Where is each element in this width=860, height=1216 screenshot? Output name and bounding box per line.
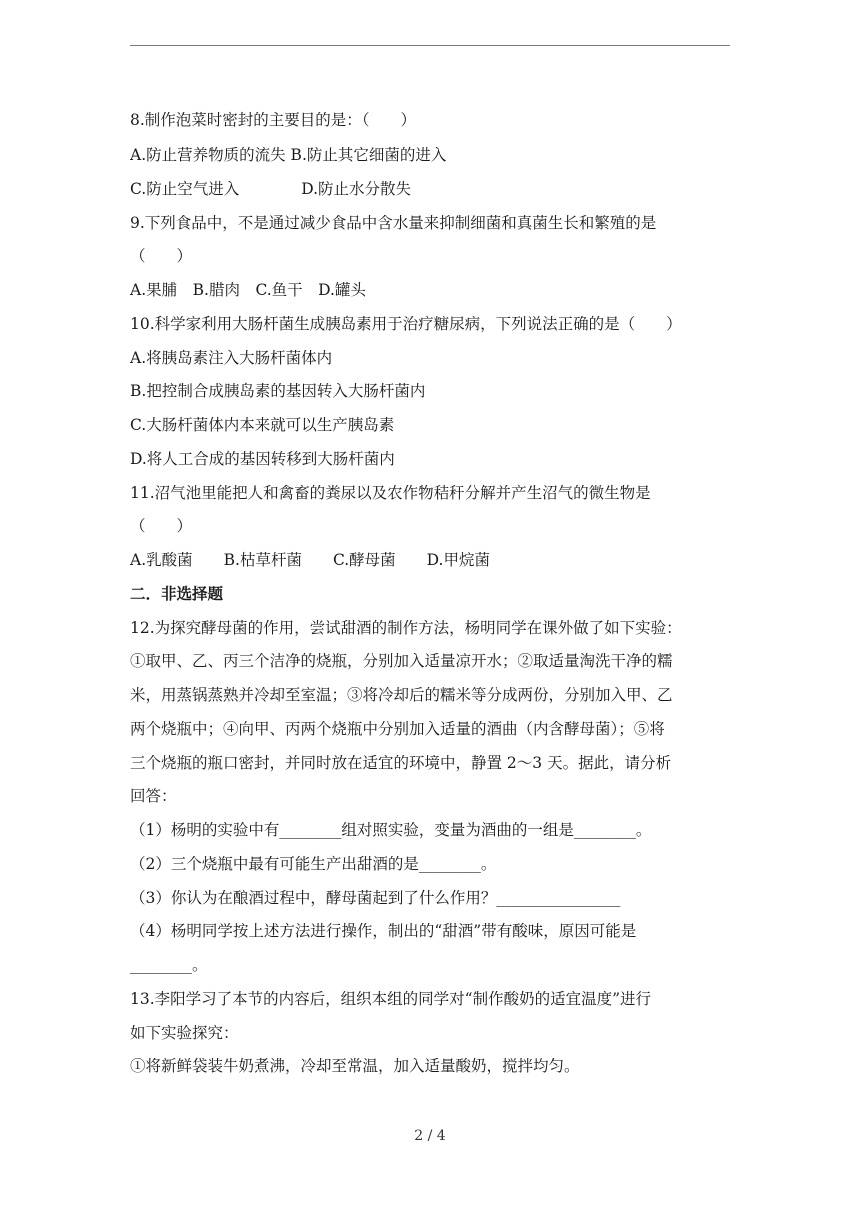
header-rule <box>130 45 730 46</box>
q13-step-1: ①将新鲜袋装牛奶煮沸，冷却至常温，加入适量酸奶，搅拌均匀。 <box>130 1057 580 1075</box>
q12-stem-5: 三个烧瓶的瓶口密封，并同时放在适宜的环境中，静置 2～3 天。据此，请分析 <box>130 754 672 772</box>
section-heading: 二．非选择题 <box>130 585 224 603</box>
q12-stem-4: 两个烧瓶中；④向甲、丙两个烧瓶中分别加入适量的酒曲（内含酵母菌）；⑤将 <box>130 720 665 738</box>
page-number: 2 / 4 <box>414 1128 446 1144</box>
q12-sub-4: （4）杨明同学按上述方法进行操作，制出的“甜酒”带有酸味，原因可能是 <box>130 922 637 940</box>
q12-sub-1: （1）杨明的实验中有________组对照实验，变量为酒曲的一组是________。 <box>130 821 652 839</box>
q8-options-ab: A.防止营养物质的流失 B.防止其它细菌的进入 <box>130 146 447 164</box>
q12-stem-6: 回答： <box>130 787 177 805</box>
q9-stem: 9.下列食品中，不是通过减少食品中含水量来抑制细菌和真菌生长和繁殖的是 <box>130 214 657 232</box>
q12-stem-2: ①取甲、乙、丙三个洁净的烧瓶，分别加入适量凉开水；②取适量淘洗干净的糯 <box>130 652 673 670</box>
q13-stem-1: 13.李阳学习了本节的内容后，组织本组的同学对“制作酸奶的适宜温度”进行 <box>130 990 652 1008</box>
q12-sub-4-blank: ________。 <box>130 956 208 974</box>
q11-options: A.乳酸菌 B.枯草杆菌 C.酵母菌 D.甲烷菌 <box>130 551 490 569</box>
q11-stem-paren: （ ） <box>130 517 193 535</box>
q8-options-cd: C.防止空气进入 D.防止水分散失 <box>130 180 412 198</box>
q8-stem: 8.制作泡菜时密封的主要目的是：（ ） <box>130 111 417 129</box>
q10-stem: 10.科学家利用大肠杆菌生成胰岛素用于治疗糖尿病，下列说法正确的是（ ） <box>130 315 682 333</box>
q10-option-b: B.把控制合成胰岛素的基因转入大肠杆菌内 <box>130 382 426 400</box>
q11-stem: 11.沼气池里能把人和禽畜的粪尿以及农作物秸秆分解并产生沼气的微生物是 <box>130 484 651 502</box>
q12-stem-3: 米，用蒸锅蒸熟并冷却至室温；③将冷却后的糯米等分成两份，分别加入甲、乙 <box>130 686 673 704</box>
q10-option-c: C.大肠杆菌体内本来就可以生产胰岛素 <box>130 416 395 434</box>
q12-stem-1: 12.为探究酵母菌的作用，尝试甜酒的制作方法，杨明同学在课外做了如下实验： <box>130 619 682 637</box>
q10-option-a: A.将胰岛素注入大肠杆菌体内 <box>130 349 333 367</box>
q10-option-d: D.将人工合成的基因转移到大肠杆菌内 <box>130 450 395 468</box>
q9-stem-paren: （ ） <box>130 247 193 265</box>
q12-sub-2: （2）三个烧瓶中最有可能生产出甜酒的是________。 <box>130 855 497 873</box>
q13-stem-2: 如下实验探究： <box>130 1024 239 1042</box>
q12-sub-3: （3）你认为在酿酒过程中，酵母菌起到了什么作用？________________ <box>130 889 621 907</box>
q9-options: A.果脯 B.腊肉 C.鱼干 D.罐头 <box>130 281 366 299</box>
